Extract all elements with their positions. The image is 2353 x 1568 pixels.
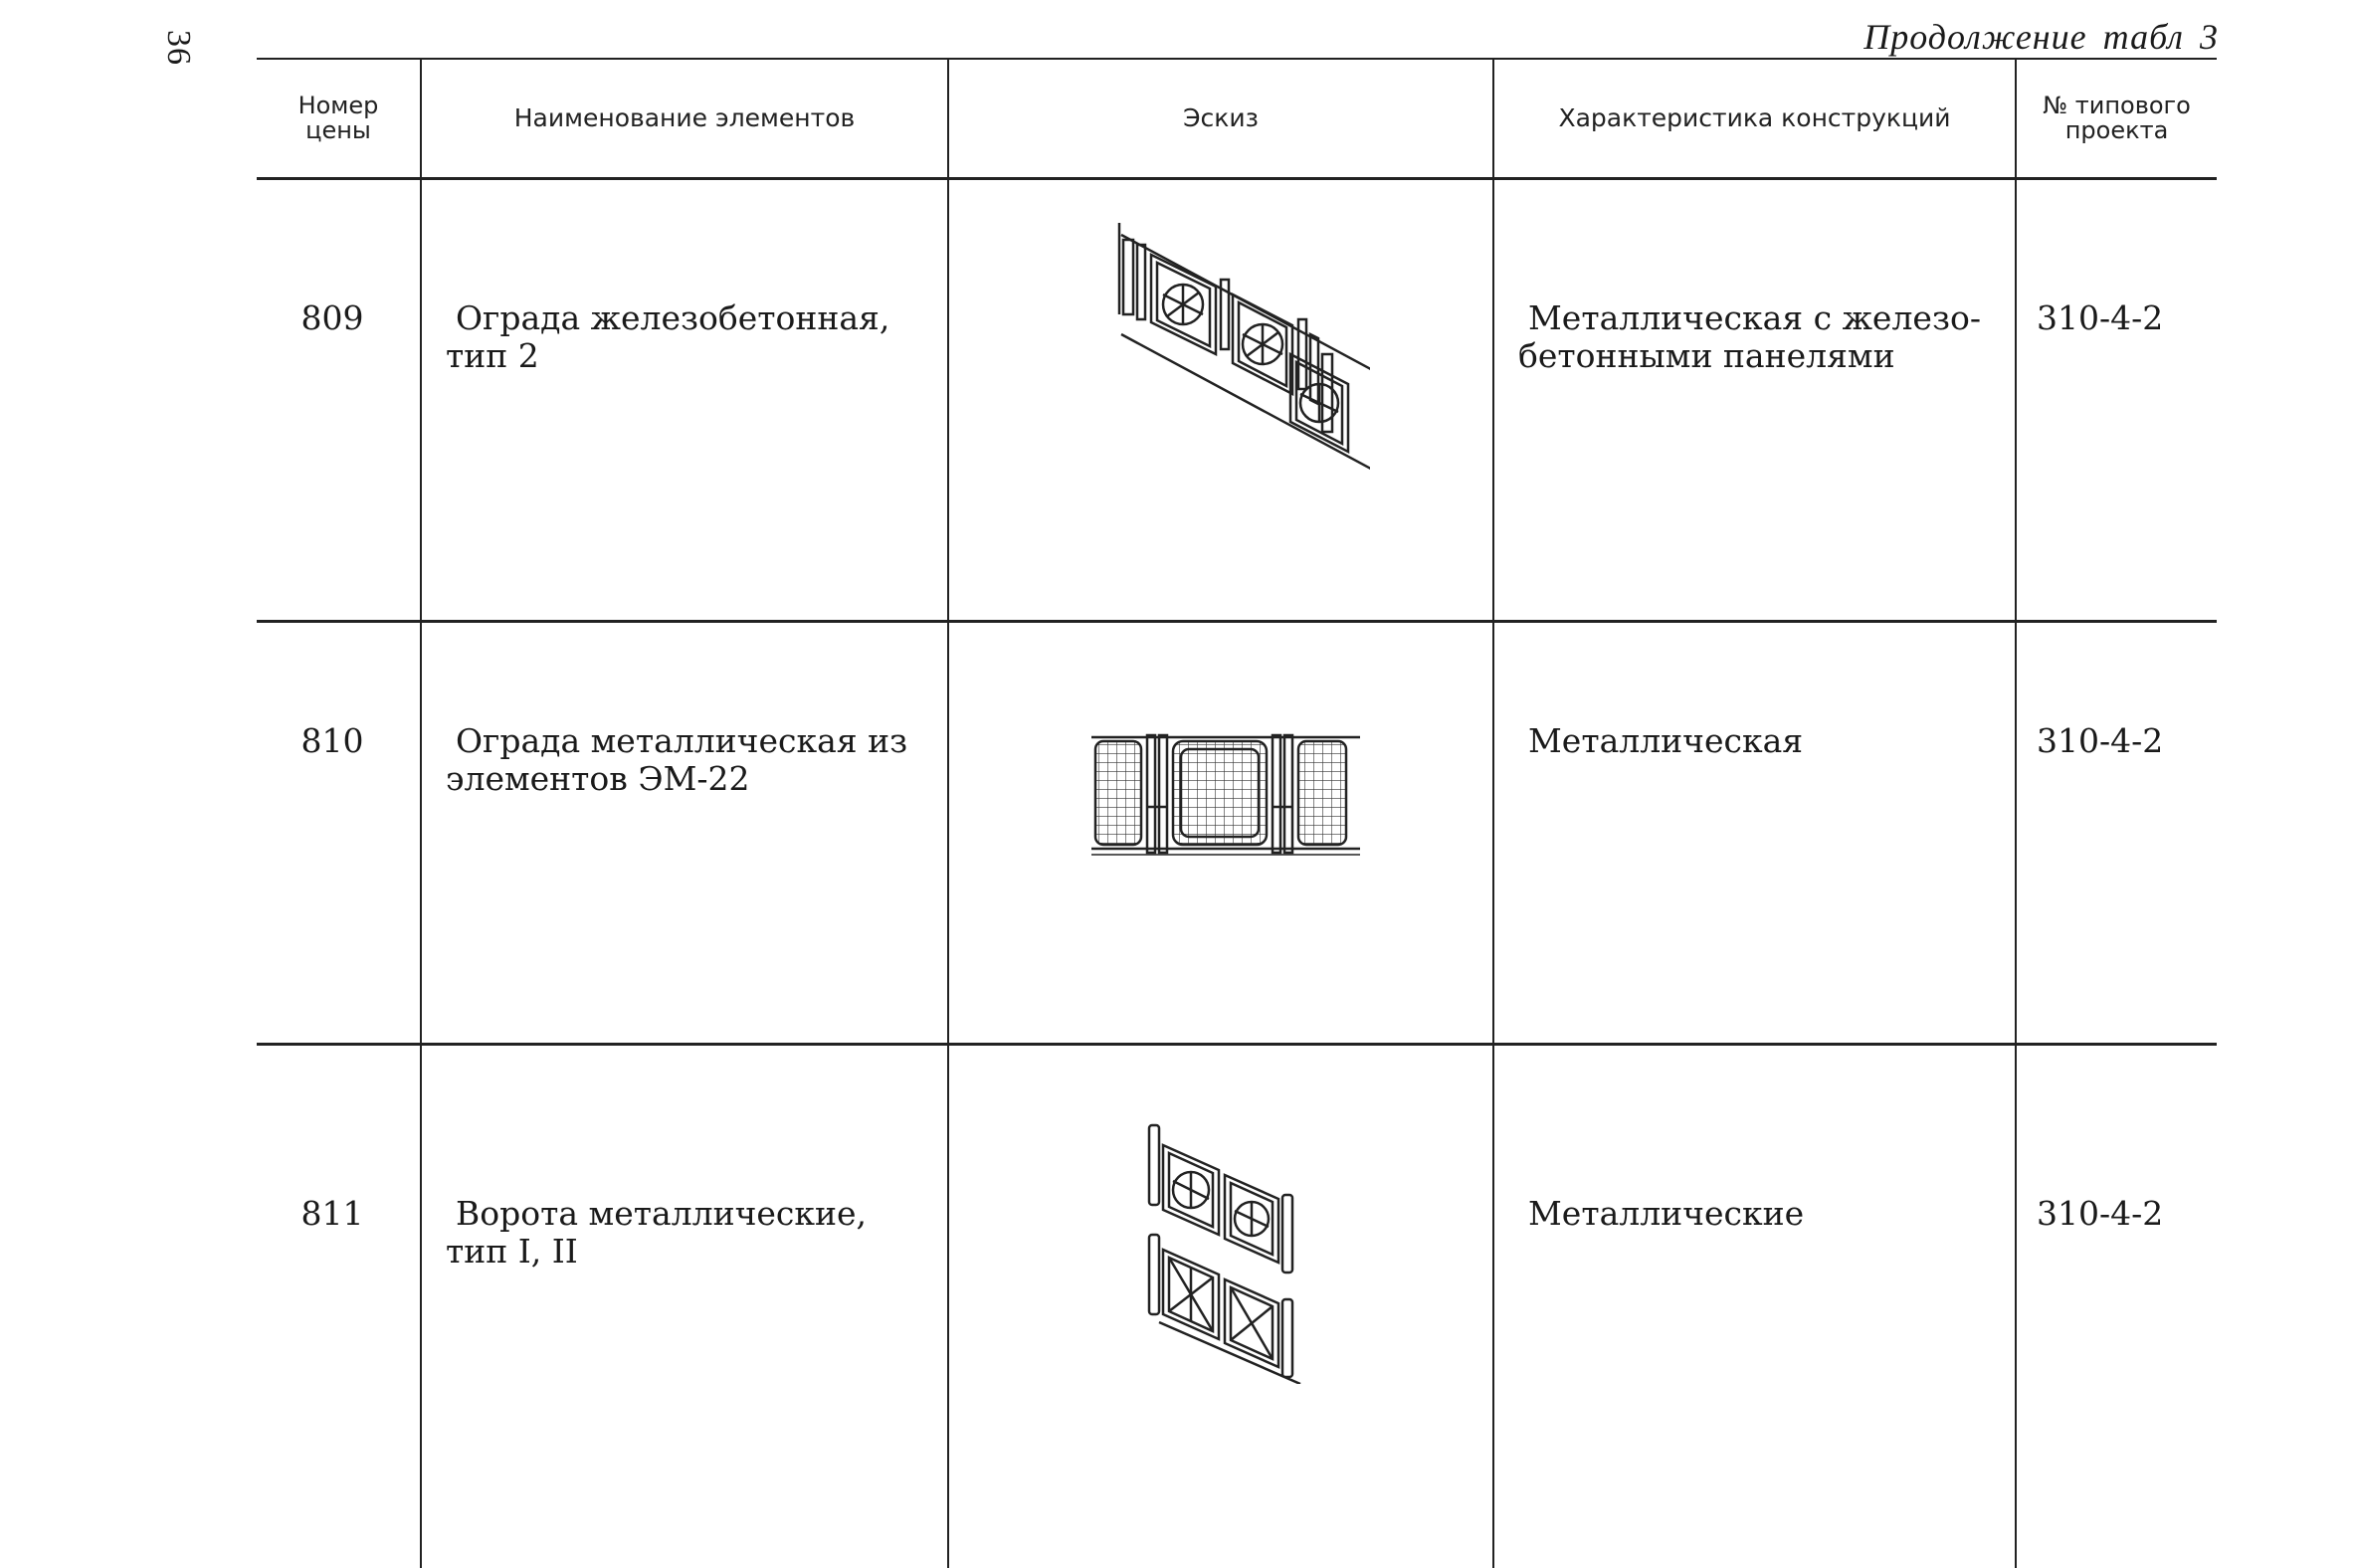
element-name-line: тип I, II xyxy=(446,1233,925,1271)
price-number: 811 xyxy=(257,1045,421,1568)
table-row xyxy=(257,179,2217,622)
characteristic-line: Металлические xyxy=(1518,1195,1993,1233)
page-number: 36 xyxy=(159,30,197,66)
element-name xyxy=(421,1045,948,1568)
element-name-line: Ограда железобетонная, xyxy=(446,299,925,337)
element-name xyxy=(421,179,948,622)
table-continuation-label: Продолжение табл 3 xyxy=(1863,16,2219,58)
concrete-fence-sketch-icon xyxy=(1072,185,1370,484)
element-name-line: элементов ЭМ-22 xyxy=(446,760,925,798)
construction-characteristic xyxy=(1493,1045,2016,1568)
characteristic-line: бетонными панелями xyxy=(1518,337,1993,375)
element-name-line: тип 2 xyxy=(446,337,925,375)
header-element-name: Наименование элементов xyxy=(421,59,948,179)
header-sketch: Эскиз xyxy=(948,59,1493,179)
table-row xyxy=(257,1045,2217,1568)
price-table xyxy=(257,58,2217,1568)
price-number: 810 xyxy=(257,622,421,1045)
element-name xyxy=(421,622,948,1045)
element-name-line: Ограда металлическая из xyxy=(446,722,925,760)
header-construction: Характеристика конструкций xyxy=(1493,59,2016,179)
construction-characteristic xyxy=(1493,179,2016,622)
price-number: 809 xyxy=(257,179,421,622)
element-name-line: Ворота металлические, xyxy=(446,1195,925,1233)
sketch-cell xyxy=(948,1045,1493,1568)
table-header-row xyxy=(257,59,2217,179)
construction-characteristic xyxy=(1493,622,2016,1045)
project-number: 310-4-2 xyxy=(2016,179,2217,622)
project-number: 310-4-2 xyxy=(2016,1045,2217,1568)
mesh-fence-sketch-icon xyxy=(1072,717,1370,867)
project-number: 310-4-2 xyxy=(2016,622,2217,1045)
table-row xyxy=(257,622,2217,1045)
sketch-cell xyxy=(948,179,1493,622)
header-project-number: № типового проекта xyxy=(2016,59,2217,179)
characteristic-line: Металлическая xyxy=(1518,722,1993,760)
header-price-number: Номер цены xyxy=(257,59,421,179)
metal-gates-sketch-icon xyxy=(1072,1085,1370,1384)
characteristic-line: Металлическая с железо- xyxy=(1518,299,1993,337)
sketch-cell xyxy=(948,622,1493,1045)
